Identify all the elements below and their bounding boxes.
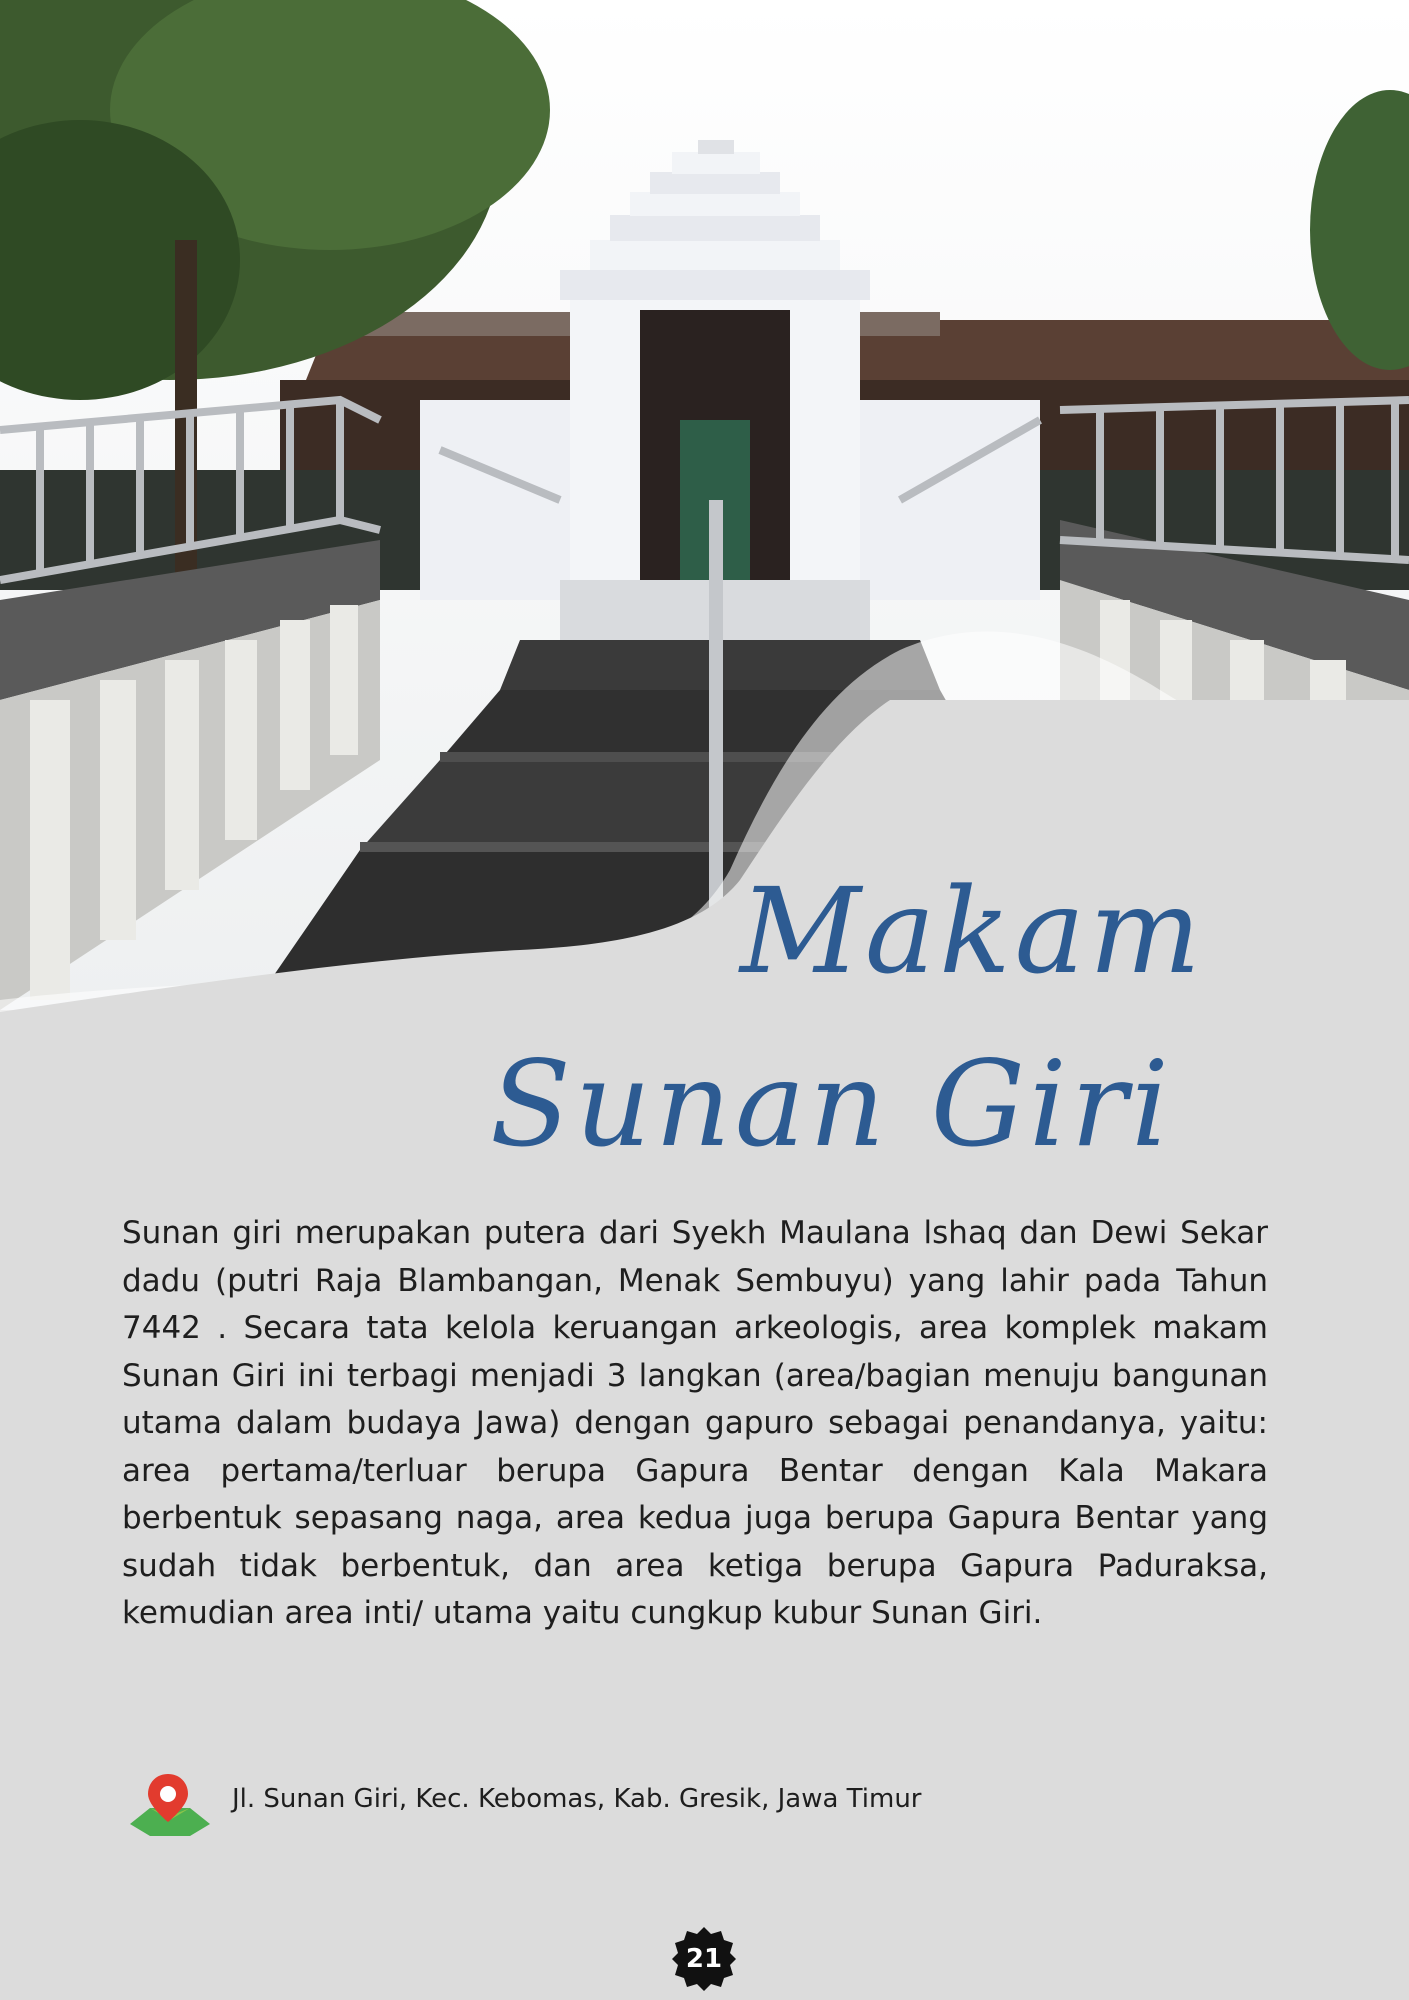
page-number: 21 xyxy=(685,1944,723,1974)
address-text: Jl. Sunan Giri, Kec. Kebomas, Kab. Gresik, Jawa Timur xyxy=(232,1784,922,1814)
location-row xyxy=(120,1770,1120,1840)
body-paragraph: Sunan giri merupakan putera dari Syekh Maulana lshaq dan Dewi Sekar dadu (putri Raja Blambangan, Menak Sembuyu) yang lahir pada Tahun 7442 . Secara tata kelola keruangan arkeologis, area komplek makam Sunan Giri ini terbagi menjadi 3 langkan (area/bagian menuju bangunan utama dalam budaya Jawa) dengan gapuro sebagai penandanya, yaitu: area pertama/terluar berupa Gapura Bentar dengan Kala Makara berbentuk sepasang naga, area kedua juga berupa Gapura Bentar yang sudah tidak berbentuk, dan area ketiga berupa Gapura Paduraksa, kemudian area inti/ utama yaitu cungkup kubur Sunan Giri. xyxy=(122,1215,1268,1631)
page-title-line-2: Sunan Giri xyxy=(490,1035,1173,1173)
map-pin-icon xyxy=(120,1770,216,1840)
page-number-badge xyxy=(671,1926,737,1992)
page-title-line-1: Makam xyxy=(740,862,1205,1000)
